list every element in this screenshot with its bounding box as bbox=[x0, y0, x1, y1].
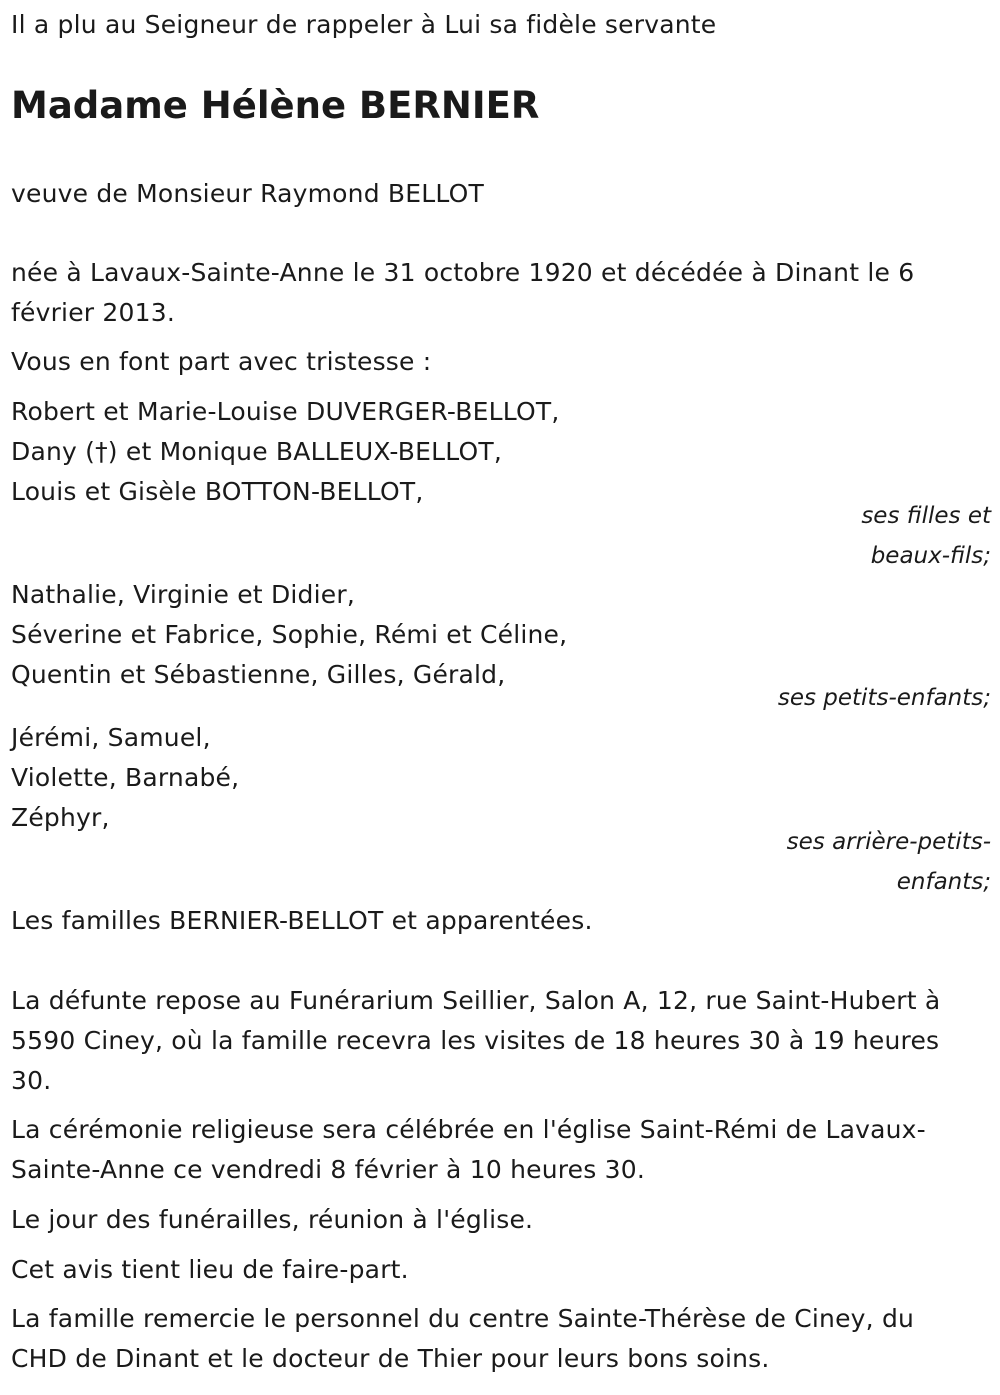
relation-line: beaux-fils; bbox=[870, 543, 991, 569]
children-relation bbox=[11, 496, 991, 576]
grandchildren-relation: ses petits-enfants; bbox=[777, 685, 991, 711]
meeting-text: Le jour des funérailles, réunion à l'église. bbox=[11, 1205, 534, 1234]
ceremony-text: La cérémonie religieuse sera célébrée en l'église Saint-Rémi de Lavaux-Sainte-Anne ce vendredi 8 février à 10 heures 30. bbox=[11, 1115, 926, 1184]
thanks-text: La famille remercie le personnel du centre Sainte-Thérèse de Ciney, du CHD de Dinant et le docteur de Thier pour leurs bons soins. bbox=[11, 1304, 915, 1373]
list-item: Zéphyr, bbox=[11, 803, 110, 832]
repose-text: La défunte repose au Funérarium Seillier, Salon A, 12, rue Saint-Hubert à 5590 Ciney, où la famille recevra les visites de 18 heures 30 à 19 heures 30. bbox=[11, 986, 941, 1095]
notice-text: Cet avis tient lieu de faire-part. bbox=[11, 1255, 409, 1284]
grandchildren-list bbox=[11, 575, 567, 695]
families-text: Les familles BERNIER-BELLOT et apparentées. bbox=[11, 906, 593, 935]
list-item: Louis et Gisèle BOTTON-BELLOT, bbox=[11, 477, 424, 506]
relation-line: ses arrière-petits- bbox=[786, 829, 991, 855]
widow-of-text: veuve de Monsieur Raymond BELLOT bbox=[11, 179, 484, 208]
list-item: Robert et Marie-Louise DUVERGER-BELLOT, bbox=[11, 397, 560, 426]
list-item: Nathalie, Virginie et Didier, bbox=[11, 580, 355, 609]
list-item: Violette, Barnabé, bbox=[11, 763, 240, 792]
list-item: Séverine et Fabrice, Sophie, Rémi et Céline, bbox=[11, 620, 568, 649]
children-list bbox=[11, 392, 559, 512]
list-item: Jérémi, Samuel, bbox=[11, 723, 211, 752]
birth-death-text: née à Lavaux-Sainte-Anne le 31 octobre 1920 et décédée à Dinant le 6 février 2013. bbox=[11, 258, 915, 327]
intro-text: Il a plu au Seigneur de rappeler à Lui sa fidèle servante bbox=[11, 10, 717, 39]
deceased-name: Madame Hélène BERNIER bbox=[11, 84, 540, 127]
list-item: Quentin et Sébastienne, Gilles, Gérald, bbox=[11, 660, 506, 689]
relation-line: enfants; bbox=[896, 869, 991, 895]
announce-text: Vous en font part avec tristesse : bbox=[11, 347, 432, 376]
relation-line: ses filles et bbox=[861, 503, 991, 529]
great-grandchildren-list bbox=[11, 718, 239, 838]
great-grandchildren-relation bbox=[11, 822, 991, 902]
list-item: Dany (†) et Monique BALLEUX-BELLOT, bbox=[11, 437, 502, 466]
